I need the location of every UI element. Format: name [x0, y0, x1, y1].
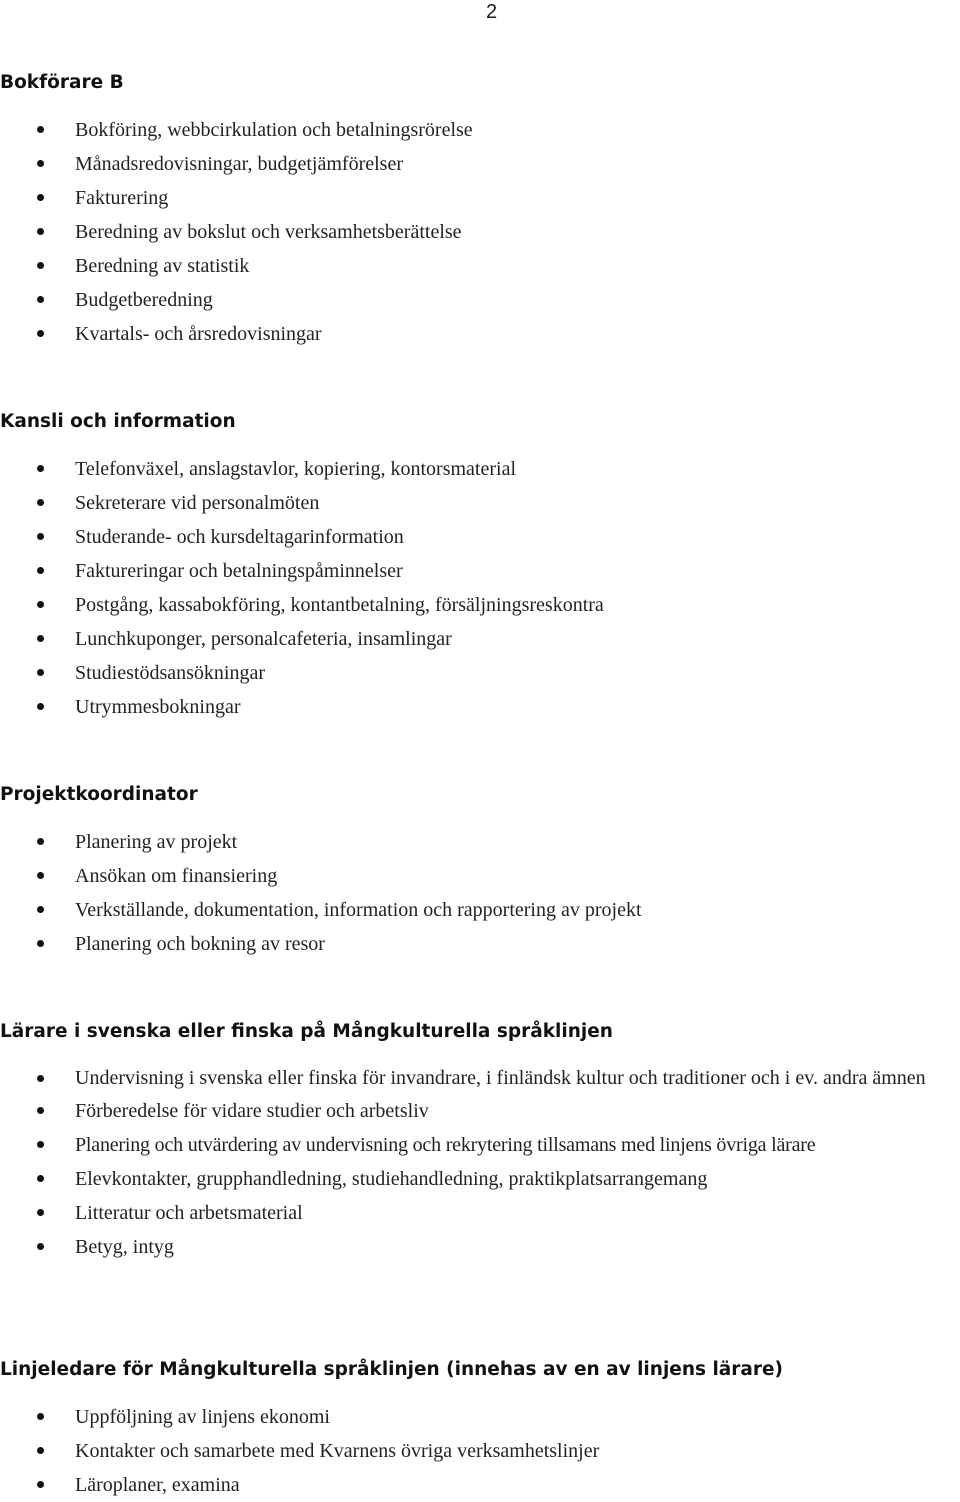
- bullet-icon: [37, 838, 44, 845]
- list-item: [0, 1230, 960, 1264]
- list-item-text: Bokföring, webbcirkulation och betalningsrörelse: [75, 119, 473, 141]
- list-item-text: Förberedelse för vidare studier och arbetsliv: [75, 1100, 429, 1122]
- list-item: [0, 1062, 960, 1094]
- list-item: [0, 1094, 960, 1128]
- bullet-icon: [37, 940, 44, 947]
- bullet-icon: [37, 872, 44, 879]
- list-item: [0, 147, 960, 181]
- bullet-icon: [37, 1107, 44, 1114]
- section-bokforare: [0, 69, 960, 351]
- bullet-icon: [37, 1243, 44, 1250]
- bullet-icon: [37, 194, 44, 201]
- list-item: [0, 283, 960, 317]
- bullet-icon: [37, 906, 44, 913]
- bullet-icon: [37, 1209, 44, 1216]
- bullet-icon: [37, 1413, 44, 1420]
- bullet-icon: [37, 1175, 44, 1182]
- section-kansli-och-information: [0, 408, 960, 724]
- bullet-icon: [37, 635, 44, 642]
- list-item-text: Verkställande, dokumentation, information och rapportering av projekt: [75, 899, 642, 921]
- list-item: [0, 690, 960, 724]
- bullet-icon: [37, 601, 44, 608]
- list-item-text: Uppföljning av linjens ekonomi: [75, 1406, 330, 1428]
- bullet-icon: [37, 1481, 44, 1488]
- list-item-text: Fakturering: [75, 187, 169, 209]
- list-item-text: Planering och bokning av resor: [75, 933, 325, 955]
- list-item: [0, 927, 960, 961]
- list-item-text: Betyg, intyg: [75, 1236, 174, 1258]
- list-item-text: Utrymmesbokningar: [75, 696, 241, 718]
- list-item-text: Faktureringar och betalningspåminnelser: [75, 560, 403, 582]
- list-item-text: Undervisning i svenska eller finska för invandrare, i finländsk kultur och traditioner och i ev. andra ämnen: [75, 1067, 926, 1089]
- list-item-text: Studerande- och kursdeltagarinformation: [75, 526, 404, 548]
- section-heading: Linjeledare för Mångkulturella språklinjen (innehas av en av linjens lärare): [0, 1359, 784, 1380]
- section-linjeledare: [0, 1356, 960, 1502]
- list-item-text: Postgång, kassabokföring, kontantbetalning, försäljningsreskontra: [75, 594, 604, 616]
- list-item: [0, 1162, 960, 1196]
- list-item-text: Elevkontakter, grupphandledning, studiehandledning, praktikplatsarrangemang: [75, 1168, 708, 1190]
- list-item-text: Telefonväxel, anslagstavlor, kopiering, kontorsmaterial: [75, 458, 516, 480]
- list-item: [0, 1400, 960, 1434]
- bullet-icon: [37, 160, 44, 167]
- bullet-list: [0, 1062, 960, 1264]
- list-item-text: Planering av projekt: [75, 831, 238, 853]
- list-item-text: Sekreterare vid personalmöten: [75, 492, 320, 514]
- list-item-text: Planering och utvärdering av undervisning och rekrytering tillsamans med linjens övriga lärare: [75, 1134, 816, 1156]
- bullet-icon: [37, 533, 44, 540]
- bullet-icon: [37, 567, 44, 574]
- list-item: [0, 1128, 960, 1162]
- bullet-icon: [37, 1075, 44, 1082]
- list-item: [0, 622, 960, 656]
- bullet-icon: [37, 1447, 44, 1454]
- list-item-text: Beredning av bokslut och verksamhetsberättelse: [75, 221, 462, 243]
- list-item: [0, 1434, 960, 1468]
- list-item: [0, 486, 960, 520]
- bullet-icon: [37, 499, 44, 506]
- list-item: [0, 113, 960, 147]
- bullet-icon: [37, 262, 44, 269]
- list-item: [0, 588, 960, 622]
- list-item: [0, 317, 960, 351]
- bullet-list: [0, 1400, 960, 1502]
- list-item: [0, 520, 960, 554]
- list-item: [0, 181, 960, 215]
- list-item: [0, 215, 960, 249]
- list-item-text: Studiestödsansökningar: [75, 662, 265, 684]
- bullet-icon: [37, 1141, 44, 1148]
- bullet-list: [0, 113, 960, 351]
- section-heading: Bokförare B: [0, 72, 124, 93]
- section-heading: Lärare i svenska eller finska på Mångkulturella språklinjen: [0, 1021, 613, 1042]
- bullet-list: [0, 452, 960, 724]
- section-heading: Kansli och information: [0, 411, 236, 432]
- list-item-text: Månadsredovisningar, budgetjämförelser: [75, 153, 403, 175]
- list-item: [0, 893, 960, 927]
- list-item: [0, 249, 960, 283]
- bullet-icon: [37, 296, 44, 303]
- section-heading: Projektkoordinator: [0, 784, 198, 805]
- list-item-text: Kontakter och samarbete med Kvarnens övriga verksamhetslinjer: [75, 1440, 600, 1462]
- list-item: [0, 1196, 960, 1230]
- list-item: [0, 554, 960, 588]
- list-item: [0, 825, 960, 859]
- list-item-text: Läroplaner, examina: [75, 1474, 240, 1496]
- list-item-text: Kvartals- och årsredovisningar: [75, 323, 322, 345]
- list-item-text: Budgetberedning: [75, 289, 213, 311]
- section-larare: [0, 1018, 960, 1264]
- list-item-text: Litteratur och arbetsmaterial: [75, 1202, 303, 1224]
- bullet-list: [0, 825, 960, 961]
- list-item: [0, 452, 960, 486]
- bullet-icon: [37, 126, 44, 133]
- list-item: [0, 656, 960, 690]
- section-projektkoordinator: [0, 781, 960, 961]
- list-item-text: Ansökan om finansiering: [75, 865, 278, 887]
- list-item: [0, 1468, 960, 1502]
- page-number: 2: [486, 1, 498, 23]
- list-item-text: Lunchkuponger, personalcafeteria, insamlingar: [75, 628, 452, 650]
- bullet-icon: [37, 703, 44, 710]
- bullet-icon: [37, 330, 44, 337]
- bullet-icon: [37, 465, 44, 472]
- list-item-text: Beredning av statistik: [75, 255, 250, 277]
- list-item: [0, 859, 960, 893]
- bullet-icon: [37, 669, 44, 676]
- bullet-icon: [37, 228, 44, 235]
